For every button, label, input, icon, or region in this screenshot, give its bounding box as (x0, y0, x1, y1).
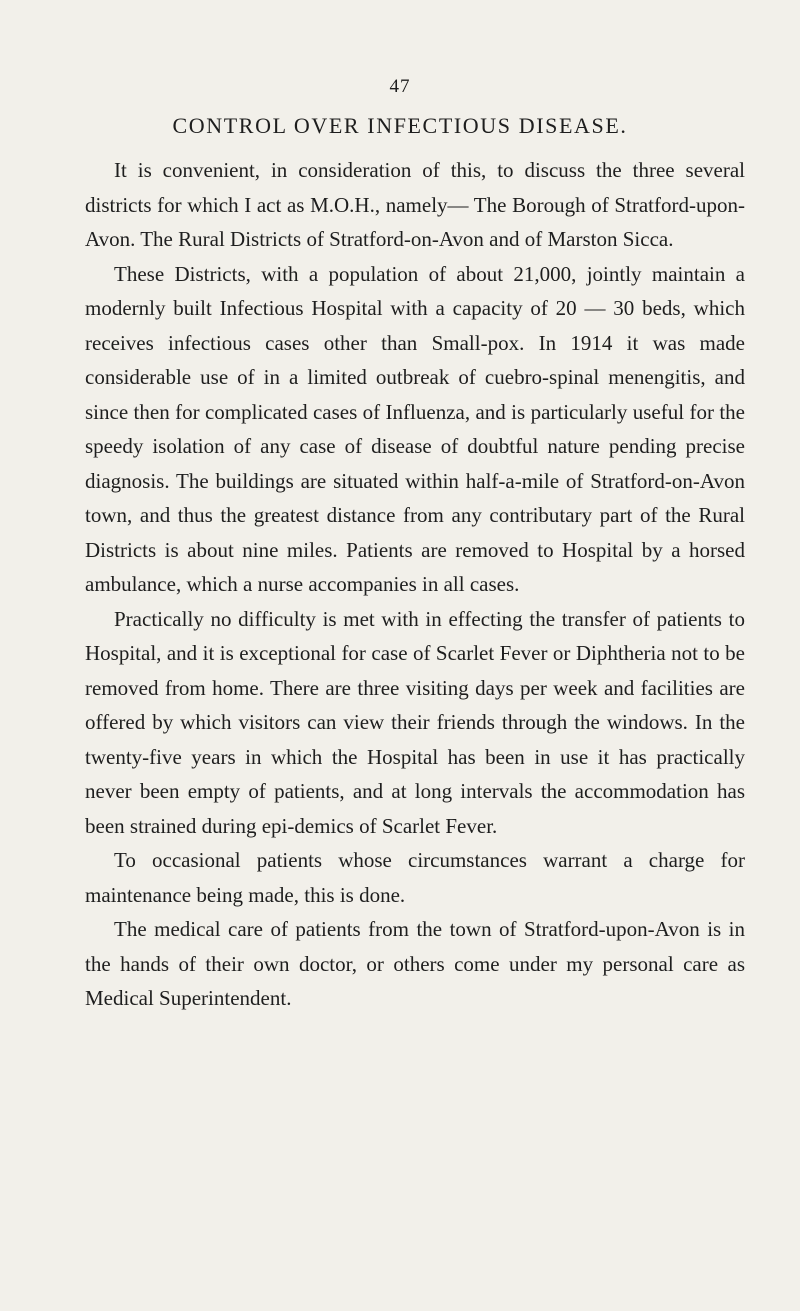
page-title: CONTROL OVER INFECTIOUS DISEASE. (172, 113, 628, 138)
body-text (85, 153, 745, 1016)
paragraph-medical-care: The medical care of patients from the town of Stratford-upon-Avon is in the hands of their own doctor, or others come under my personal care as Medical Superintendent. (85, 917, 745, 1010)
paragraph-districts: It is convenient, in consideration of this, to discuss the three several districts for which I act as M.O.H., namely— The Borough of Stratford-upon-Avon. The Rural Districts of Stratford-on-Avon and of Marston Sicca. (85, 158, 745, 251)
page-number: 47 (389, 76, 411, 97)
paragraph-infectious-hospital: These Districts, with a population of about 21,000, jointly maintain a modernly built Infectious Hospital with a capacity of 20 — 30 beds, which receives infectious cases other than Small-pox. In 1914 it was made considerable use of in a limited outbreak of cuebro-spinal menengitis, and since then for complicated cases of Influenza, and is particularly useful for the speedy isolation of any case of disease of doubtful nature pending precise diagnosis. The buildings are situated within half-a-mile of Stratford-on-Avon town, and thus the greatest distance from any contributary part of the Rural Districts is about nine miles. Patients are removed to Hospital by a horsed ambulance, which a nurse accompanies in all cases. (85, 261, 745, 596)
paragraph-maintenance-charge: To occasional patients whose circumstances warrant a charge for maintenance being made, this is done. (85, 848, 745, 907)
paragraph-patient-transfer: Practically no difficulty is met with in effecting the transfer of patients to Hospital, and it is exceptional for case of Scarlet Fever or Diphtheria not to be removed from home. There are three visiting days per week and facilities are offered by which visitors can view their friends through the windows. In the twenty-five years in which the Hospital has been in use it has practically never been empty of patients, and at long intervals the accommodation has been strained during epi-demics of Scarlet Fever. (85, 606, 745, 838)
